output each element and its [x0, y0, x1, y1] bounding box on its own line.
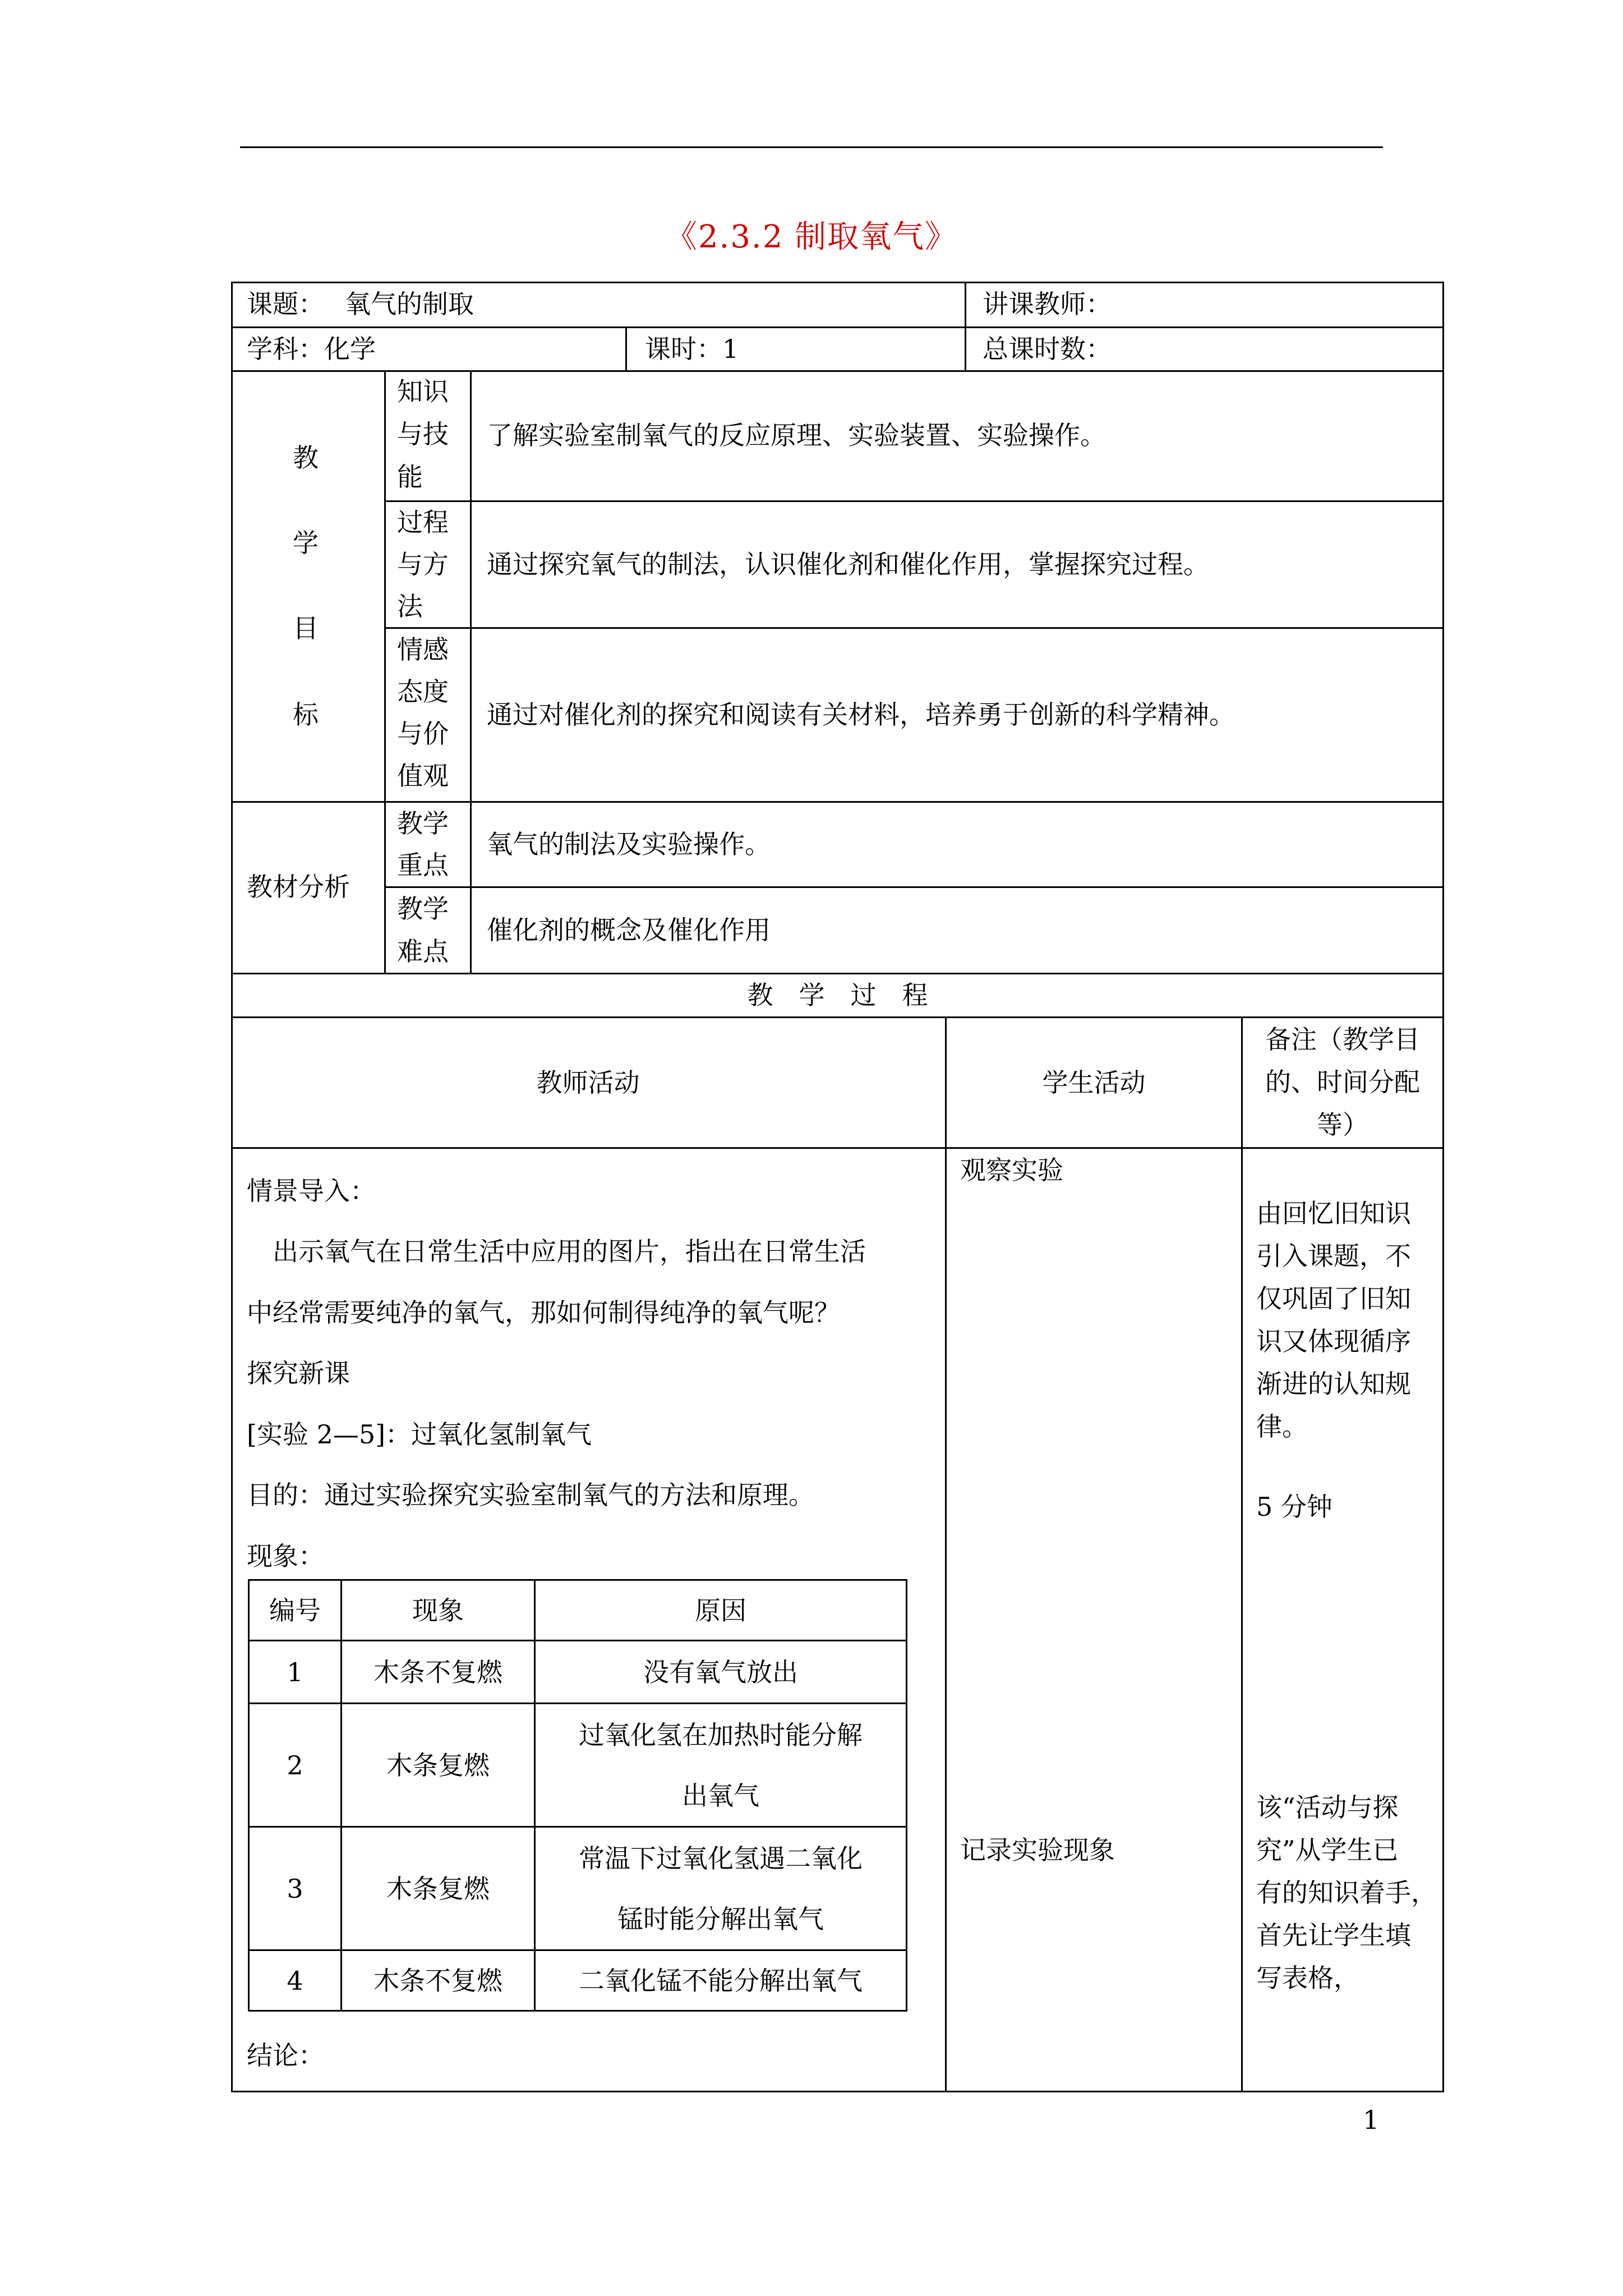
reason-line: 锰时能分解出氧气: [617, 1903, 824, 1934]
table-cell: 木条不复燃: [342, 1641, 535, 1704]
objective-category: 情感: [397, 634, 449, 665]
objective-content: 了解实验室制氧气的反应原理、实验装置、实验操作。: [487, 420, 1106, 450]
table-cell: [535, 1827, 907, 1950]
subject: 学科：化学: [247, 334, 376, 364]
experiment-label: [实验 2—5]：过氧化氢制氧气: [247, 1419, 592, 1450]
student-observe: 观察实验: [960, 1155, 1063, 1185]
remark-line: 仅巩固了旧知: [1256, 1283, 1411, 1314]
purpose-text: 目的：通过实验探究实验室制氧气的方法和原理。: [247, 1480, 814, 1510]
vrule-obj-cat: [470, 370, 472, 974]
table-cell: 4: [249, 1950, 342, 2011]
objective-category: 法: [397, 591, 423, 622]
table-row: [249, 1950, 907, 2011]
reason-line: 出氧气: [682, 1780, 759, 1811]
table-row: [249, 1827, 907, 1950]
vrule-row1-mid: [965, 282, 966, 371]
objectives-label-char: 学: [293, 528, 319, 558]
table-header: 编号: [249, 1580, 342, 1641]
remark-line: 引入课题，不: [1256, 1241, 1411, 1271]
table-row: [249, 1704, 907, 1827]
intro-label: 情景导入：: [247, 1176, 376, 1206]
document-title: 《2.3.2 制取氧气》: [665, 219, 958, 255]
rule-obj1: [384, 500, 1444, 502]
table-header: 现象: [342, 1580, 535, 1641]
table-cell: 木条复燃: [342, 1827, 535, 1950]
student-record: 记录实验现象: [960, 1835, 1115, 1865]
intro-text: 中经常需要纯净的氧气，那如何制得纯净的氧气呢？: [247, 1297, 840, 1328]
analysis-category: 难点: [397, 936, 449, 967]
remark-line: 写表格，: [1256, 1963, 1359, 1993]
objective-category: 值观: [397, 761, 449, 791]
intro-text: 出示氧气在日常生活中应用的图片，指出在日常生活: [247, 1236, 866, 1267]
teacher-label: 讲课教师：: [983, 289, 1112, 319]
remark-line: 律。: [1256, 1411, 1308, 1442]
remark-line: 由回忆旧知识: [1256, 1198, 1411, 1228]
reason-line: 过氧化氢在加热时能分解: [579, 1719, 863, 1750]
vrule-obj-label: [384, 370, 386, 974]
col-remark-header: 备注（教学目: [1265, 1024, 1420, 1055]
rule-ana1: [384, 886, 1444, 888]
remark-line: 渐进的认知规: [1256, 1369, 1411, 1399]
remark-line: 有的知识着手，: [1256, 1878, 1437, 1908]
new-lesson-label: 探究新课: [247, 1358, 350, 1388]
total-hours-label: 总课时数：: [983, 334, 1112, 364]
rule-row1: [231, 326, 1444, 328]
header-rule: [240, 146, 1383, 148]
objective-category: 过程: [397, 507, 449, 537]
remark-line: 首先让学生填: [1256, 1920, 1411, 1950]
vrule-proc-1: [945, 1016, 947, 2092]
analysis-content: 氧气的制法及实验操作。: [487, 829, 771, 859]
analysis-category: 重点: [397, 850, 449, 880]
topic-value: 氧气的制取: [345, 289, 474, 319]
table-cell: 3: [249, 1827, 342, 1950]
analysis-category: 教学: [397, 894, 449, 924]
remark-line: 该“活动与探: [1256, 1792, 1399, 1823]
table-cell: 2: [249, 1704, 342, 1827]
objective-category: 能: [397, 462, 423, 492]
col-student-header: 学生活动: [1042, 1068, 1146, 1098]
analysis-category: 教学: [397, 808, 449, 839]
table-border-left: [231, 282, 233, 2092]
lesson-hours: 课时：1: [645, 334, 739, 364]
analysis-content: 催化剂的概念及催化作用: [487, 915, 771, 945]
experiment-table: [248, 1579, 907, 2012]
table-header: 原因: [535, 1580, 907, 1641]
objectives-label-char: 教: [293, 443, 319, 473]
table-cell: 木条不复燃: [342, 1950, 535, 2011]
table-cell: 木条复燃: [342, 1704, 535, 1827]
col-remark-header: 的、时间分配: [1265, 1067, 1420, 1097]
table-cell: 没有氧气放出: [535, 1641, 907, 1704]
table-row: [249, 1641, 907, 1704]
objective-category: 态度: [397, 677, 449, 707]
phenomenon-label: 现象：: [247, 1541, 324, 1571]
objective-content: 通过对催化剂的探究和阅读有关材料，培养勇于创新的科学精神。: [487, 700, 1235, 730]
table-border-right: [1442, 282, 1444, 2092]
table-cell: [535, 1704, 907, 1827]
conclusion-label: 结论：: [247, 2040, 324, 2070]
col-remark-header: 等）: [1317, 1110, 1368, 1140]
process-heading: 教 学 过 程: [747, 980, 928, 1010]
remark-line: 识又体现循序: [1256, 1326, 1411, 1356]
rule-colheads: [231, 1147, 1444, 1149]
table-cell: 1: [249, 1641, 342, 1704]
objective-category: 知识: [397, 376, 449, 407]
objectives-label-char: 目: [293, 613, 319, 643]
remark-line: 究”从学生已: [1256, 1835, 1399, 1865]
table-border-bottom: [231, 2091, 1444, 2092]
remark-time: 5 分钟: [1256, 1492, 1332, 1522]
analysis-label: 教材分析: [247, 872, 350, 902]
objective-content: 通过探究氧气的制法，认识催化剂和催化作用，掌握探究过程。: [487, 549, 1209, 579]
objective-category: 与价: [397, 719, 449, 749]
objectives-label-char: 标: [293, 700, 319, 730]
page-number: 1: [1363, 2105, 1380, 2135]
vrule-row2-a: [625, 326, 627, 371]
topic-label: 课题：: [247, 289, 324, 319]
objective-category: 与技: [397, 419, 449, 449]
col-teacher-header: 教师活动: [536, 1068, 640, 1098]
rule-obj2: [384, 627, 1444, 629]
reason-line: 常温下过氧化氢遇二氧化: [579, 1843, 863, 1874]
vrule-proc-2: [1241, 1016, 1243, 2092]
table-cell: 二氧化锰不能分解出氧气: [535, 1950, 907, 2011]
objective-category: 与方: [397, 549, 449, 579]
